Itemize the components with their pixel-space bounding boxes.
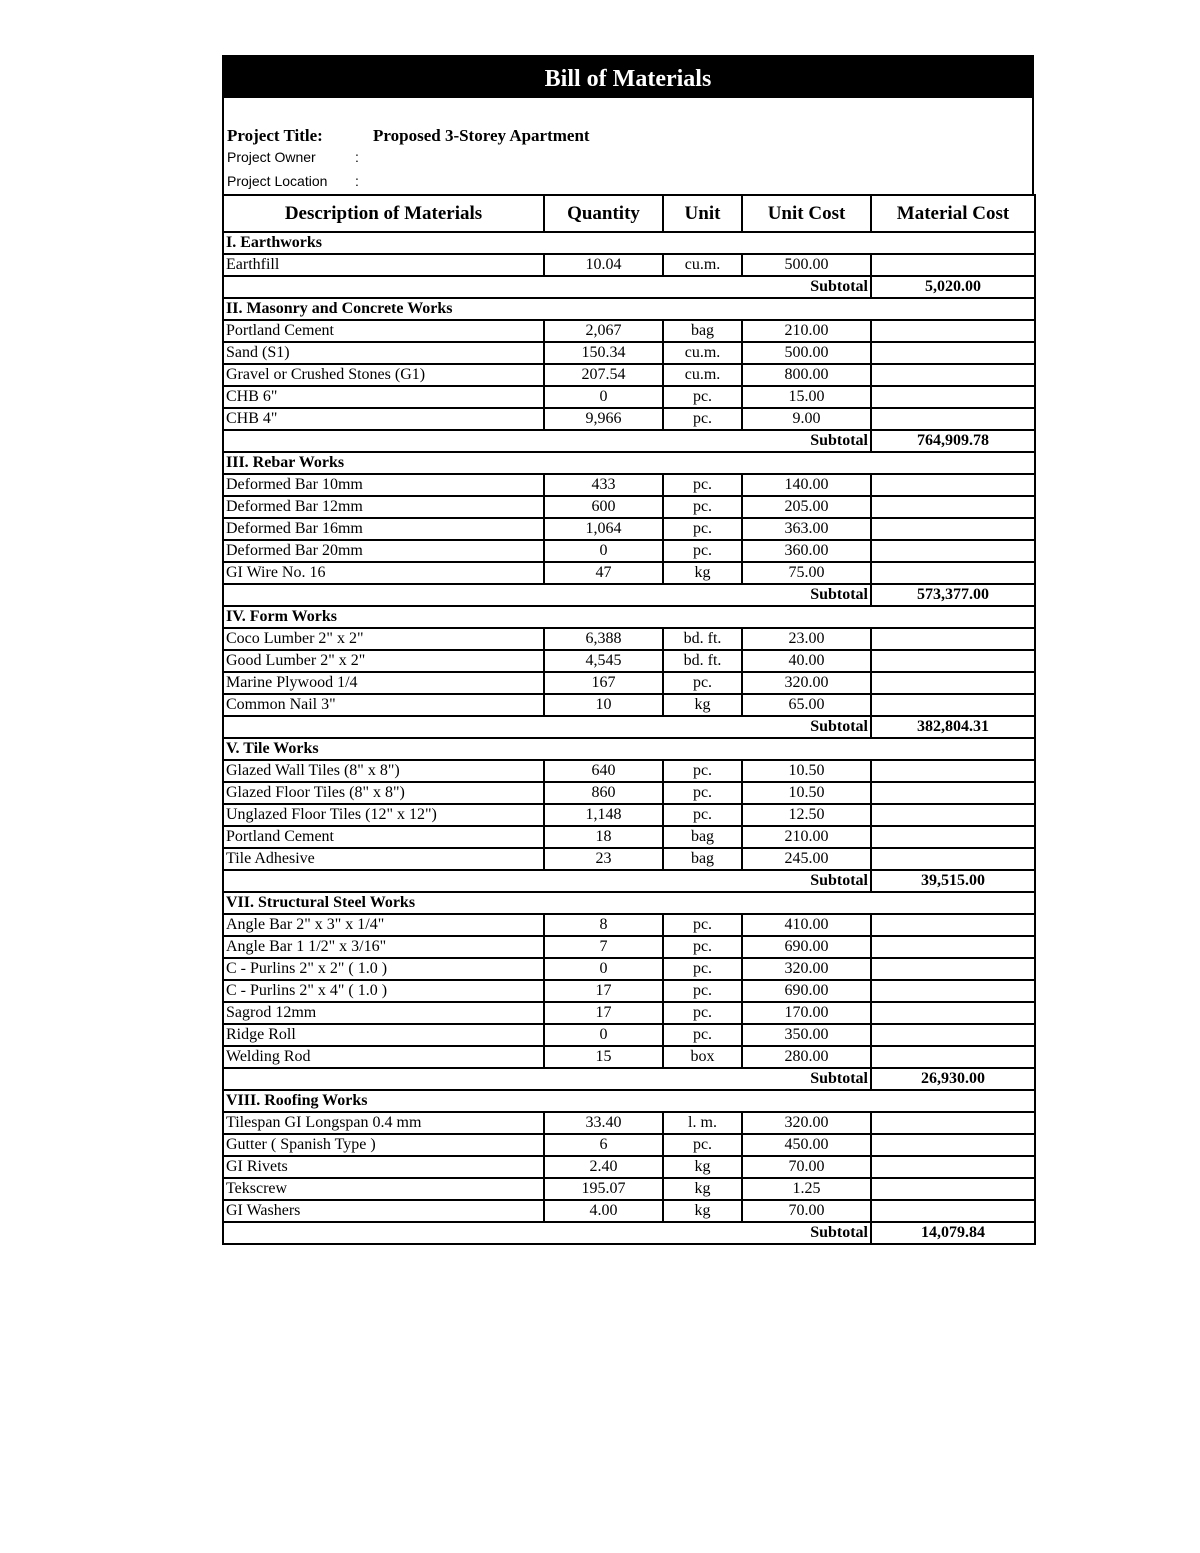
- item-material-cost: [871, 1112, 1035, 1134]
- item-quantity: 18: [544, 826, 663, 848]
- table-header-row: [223, 195, 1035, 232]
- item-unit: pc.: [663, 496, 742, 518]
- item-unit-cost: 205.00: [742, 496, 871, 518]
- item-quantity: 23: [544, 848, 663, 870]
- subtotal-label: Subtotal: [223, 870, 871, 892]
- item-material-cost: [871, 364, 1035, 386]
- table-row: [223, 386, 1035, 408]
- item-unit-cost: 500.00: [742, 254, 871, 276]
- item-material-cost: [871, 1002, 1035, 1024]
- item-unit-cost: 500.00: [742, 342, 871, 364]
- item-unit: bag: [663, 320, 742, 342]
- item-quantity: 8: [544, 914, 663, 936]
- item-quantity: 17: [544, 1002, 663, 1024]
- table-row: [223, 408, 1035, 430]
- item-quantity: 47: [544, 562, 663, 584]
- item-quantity: 600: [544, 496, 663, 518]
- item-unit-cost: 10.50: [742, 782, 871, 804]
- item-unit-cost: 210.00: [742, 320, 871, 342]
- item-description: Unglazed Floor Tiles (12" x 12"): [223, 804, 544, 826]
- item-unit-cost: 245.00: [742, 848, 871, 870]
- item-quantity: 1,064: [544, 518, 663, 540]
- item-quantity: 33.40: [544, 1112, 663, 1134]
- item-unit: pc.: [663, 936, 742, 958]
- item-description: CHB 4": [223, 408, 544, 430]
- project-owner-label: Project Owner: [227, 149, 316, 165]
- column-header-unit-cost: Unit Cost: [742, 195, 871, 232]
- item-unit: kg: [663, 1178, 742, 1200]
- item-description: GI Wire No. 16: [223, 562, 544, 584]
- item-unit-cost: 320.00: [742, 958, 871, 980]
- project-owner-value: :: [355, 149, 359, 165]
- item-material-cost: [871, 320, 1035, 342]
- item-material-cost: [871, 980, 1035, 1002]
- item-quantity: 6,388: [544, 628, 663, 650]
- item-quantity: 7: [544, 936, 663, 958]
- item-material-cost: [871, 936, 1035, 958]
- table-row: [223, 1046, 1035, 1068]
- materials-table-body: [223, 232, 1035, 1244]
- item-material-cost: [871, 628, 1035, 650]
- subtotal-value: 39,515.00: [871, 870, 1035, 892]
- table-row: [223, 848, 1035, 870]
- item-description: Glazed Wall Tiles (8" x 8"): [223, 760, 544, 782]
- item-material-cost: [871, 848, 1035, 870]
- item-quantity: 640: [544, 760, 663, 782]
- item-description: Ridge Roll: [223, 1024, 544, 1046]
- table-row: [223, 628, 1035, 650]
- section-title: V. Tile Works: [223, 738, 1035, 760]
- table-row: [223, 936, 1035, 958]
- item-description: GI Washers: [223, 1200, 544, 1222]
- table-row: [223, 1200, 1035, 1222]
- item-unit-cost: 65.00: [742, 694, 871, 716]
- item-unit: pc.: [663, 540, 742, 562]
- item-unit: box: [663, 1046, 742, 1068]
- item-quantity: 0: [544, 958, 663, 980]
- item-unit: pc.: [663, 958, 742, 980]
- item-material-cost: [871, 540, 1035, 562]
- item-quantity: 433: [544, 474, 663, 496]
- column-header-description: Description of Materials: [223, 195, 544, 232]
- item-quantity: 207.54: [544, 364, 663, 386]
- item-unit-cost: 170.00: [742, 1002, 871, 1024]
- item-material-cost: [871, 1046, 1035, 1068]
- item-unit: kg: [663, 1200, 742, 1222]
- item-material-cost: [871, 914, 1035, 936]
- subtotal-value: 764,909.78: [871, 430, 1035, 452]
- item-unit: kg: [663, 694, 742, 716]
- item-unit-cost: 690.00: [742, 936, 871, 958]
- item-description: Sagrod 12mm: [223, 1002, 544, 1024]
- subtotal-value: 382,804.31: [871, 716, 1035, 738]
- project-title-value: Proposed 3-Storey Apartment: [373, 126, 590, 145]
- column-header-material-cost: Material Cost: [871, 195, 1035, 232]
- item-unit: cu.m.: [663, 254, 742, 276]
- item-description: Deformed Bar 20mm: [223, 540, 544, 562]
- item-description: Good Lumber 2" x 2": [223, 650, 544, 672]
- section-header-row: [223, 298, 1035, 320]
- project-title-label: Project Title:: [227, 126, 323, 145]
- item-material-cost: [871, 782, 1035, 804]
- item-material-cost: [871, 1200, 1035, 1222]
- column-header-unit: Unit: [663, 195, 742, 232]
- item-quantity: 9,966: [544, 408, 663, 430]
- item-unit-cost: 690.00: [742, 980, 871, 1002]
- project-owner-line: [227, 149, 359, 165]
- item-unit-cost: 70.00: [742, 1200, 871, 1222]
- item-quantity: 150.34: [544, 342, 663, 364]
- item-unit-cost: 23.00: [742, 628, 871, 650]
- section-header-row: [223, 738, 1035, 760]
- item-description: Angle Bar 1 1/2" x 3/16": [223, 936, 544, 958]
- table-row: [223, 540, 1035, 562]
- item-material-cost: [871, 386, 1035, 408]
- item-quantity: 10.04: [544, 254, 663, 276]
- item-quantity: 15: [544, 1046, 663, 1068]
- item-quantity: 10: [544, 694, 663, 716]
- item-unit: bd. ft.: [663, 650, 742, 672]
- section-title: II. Masonry and Concrete Works: [223, 298, 1035, 320]
- item-material-cost: [871, 342, 1035, 364]
- table-row: [223, 254, 1035, 276]
- item-unit-cost: 320.00: [742, 1112, 871, 1134]
- item-unit: pc.: [663, 518, 742, 540]
- item-unit: pc.: [663, 1024, 742, 1046]
- item-unit: pc.: [663, 408, 742, 430]
- section-header-row: [223, 606, 1035, 628]
- table-row: [223, 1156, 1035, 1178]
- item-material-cost: [871, 1178, 1035, 1200]
- item-material-cost: [871, 1134, 1035, 1156]
- item-description: Gravel or Crushed Stones (G1): [223, 364, 544, 386]
- subtotal-row: [223, 716, 1035, 738]
- subtotal-value: 26,930.00: [871, 1068, 1035, 1090]
- item-quantity: 860: [544, 782, 663, 804]
- item-unit: l. m.: [663, 1112, 742, 1134]
- item-quantity: 2,067: [544, 320, 663, 342]
- table-row: [223, 496, 1035, 518]
- item-description: Portland Cement: [223, 826, 544, 848]
- item-unit-cost: 15.00: [742, 386, 871, 408]
- item-material-cost: [871, 1024, 1035, 1046]
- item-unit: pc.: [663, 1134, 742, 1156]
- table-row: [223, 672, 1035, 694]
- section-header-row: [223, 892, 1035, 914]
- item-unit: cu.m.: [663, 364, 742, 386]
- item-unit: bag: [663, 848, 742, 870]
- table-row: [223, 342, 1035, 364]
- item-unit-cost: 40.00: [742, 650, 871, 672]
- item-unit: bd. ft.: [663, 628, 742, 650]
- item-description: Angle Bar 2" x 3" x 1/4": [223, 914, 544, 936]
- table-row: [223, 826, 1035, 848]
- item-material-cost: [871, 1156, 1035, 1178]
- item-material-cost: [871, 254, 1035, 276]
- section-title: I. Earthworks: [223, 232, 1035, 254]
- item-unit: pc.: [663, 804, 742, 826]
- item-unit-cost: 75.00: [742, 562, 871, 584]
- item-material-cost: [871, 650, 1035, 672]
- item-unit: pc.: [663, 474, 742, 496]
- item-quantity: 0: [544, 1024, 663, 1046]
- table-row: [223, 694, 1035, 716]
- item-unit-cost: 12.50: [742, 804, 871, 826]
- table-row: [223, 760, 1035, 782]
- table-row: [223, 782, 1035, 804]
- item-description: C - Purlins 2" x 4" ( 1.0 ): [223, 980, 544, 1002]
- table-row: [223, 980, 1035, 1002]
- materials-table: [222, 194, 1036, 1245]
- section-title: VIII. Roofing Works: [223, 1090, 1035, 1112]
- item-quantity: 195.07: [544, 1178, 663, 1200]
- item-unit: pc.: [663, 980, 742, 1002]
- section-header-row: [223, 452, 1035, 474]
- item-unit-cost: 450.00: [742, 1134, 871, 1156]
- subtotal-row: [223, 584, 1035, 606]
- item-material-cost: [871, 408, 1035, 430]
- item-unit: pc.: [663, 1002, 742, 1024]
- item-description: Coco Lumber 2" x 2": [223, 628, 544, 650]
- item-quantity: 1,148: [544, 804, 663, 826]
- table-row: [223, 320, 1035, 342]
- subtotal-value: 573,377.00: [871, 584, 1035, 606]
- table-row: [223, 958, 1035, 980]
- item-description: Deformed Bar 12mm: [223, 496, 544, 518]
- item-unit-cost: 410.00: [742, 914, 871, 936]
- item-description: Gutter ( Spanish Type ): [223, 1134, 544, 1156]
- table-row: [223, 518, 1035, 540]
- subtotal-value: 14,079.84: [871, 1222, 1035, 1244]
- section-header-row: [223, 1090, 1035, 1112]
- subtotal-row: [223, 430, 1035, 452]
- item-unit-cost: 320.00: [742, 672, 871, 694]
- section-header-row: [223, 232, 1035, 254]
- item-material-cost: [871, 826, 1035, 848]
- item-unit-cost: 350.00: [742, 1024, 871, 1046]
- project-location-line: [227, 173, 359, 189]
- project-title-line: [227, 126, 590, 146]
- item-quantity: 6: [544, 1134, 663, 1156]
- item-description: Portland Cement: [223, 320, 544, 342]
- item-unit: bag: [663, 826, 742, 848]
- item-quantity: 4.00: [544, 1200, 663, 1222]
- item-unit-cost: 363.00: [742, 518, 871, 540]
- subtotal-row: [223, 276, 1035, 298]
- section-title: IV. Form Works: [223, 606, 1035, 628]
- item-description: Glazed Floor Tiles (8" x 8"): [223, 782, 544, 804]
- item-quantity: 2.40: [544, 1156, 663, 1178]
- item-material-cost: [871, 474, 1035, 496]
- section-title: III. Rebar Works: [223, 452, 1035, 474]
- item-quantity: 17: [544, 980, 663, 1002]
- item-unit-cost: 800.00: [742, 364, 871, 386]
- table-row: [223, 1024, 1035, 1046]
- item-quantity: 0: [544, 540, 663, 562]
- item-unit-cost: 360.00: [742, 540, 871, 562]
- item-unit: kg: [663, 1156, 742, 1178]
- table-row: [223, 364, 1035, 386]
- subtotal-label: Subtotal: [223, 430, 871, 452]
- bill-of-materials-sheet: [222, 55, 1034, 1245]
- item-material-cost: [871, 804, 1035, 826]
- table-row: [223, 1178, 1035, 1200]
- document-title: Bill of Materials: [222, 55, 1034, 98]
- item-unit: pc.: [663, 760, 742, 782]
- subtotal-row: [223, 1222, 1035, 1244]
- subtotal-label: Subtotal: [223, 1068, 871, 1090]
- section-title: VII. Structural Steel Works: [223, 892, 1035, 914]
- item-description: CHB 6": [223, 386, 544, 408]
- item-description: C - Purlins 2" x 2" ( 1.0 ): [223, 958, 544, 980]
- item-material-cost: [871, 518, 1035, 540]
- item-quantity: 167: [544, 672, 663, 694]
- item-unit: pc.: [663, 782, 742, 804]
- item-description: Marine Plywood 1/4: [223, 672, 544, 694]
- table-row: [223, 914, 1035, 936]
- subtotal-label: Subtotal: [223, 584, 871, 606]
- item-quantity: 0: [544, 386, 663, 408]
- item-unit: cu.m.: [663, 342, 742, 364]
- subtotal-label: Subtotal: [223, 716, 871, 738]
- item-description: Deformed Bar 16mm: [223, 518, 544, 540]
- column-header-quantity: Quantity: [544, 195, 663, 232]
- item-description: Tile Adhesive: [223, 848, 544, 870]
- item-unit-cost: 280.00: [742, 1046, 871, 1068]
- table-row: [223, 1002, 1035, 1024]
- item-unit: pc.: [663, 386, 742, 408]
- table-row: [223, 1112, 1035, 1134]
- table-row: [223, 474, 1035, 496]
- item-description: GI Rivets: [223, 1156, 544, 1178]
- table-row: [223, 562, 1035, 584]
- item-material-cost: [871, 496, 1035, 518]
- item-material-cost: [871, 562, 1035, 584]
- subtotal-label: Subtotal: [223, 1222, 871, 1244]
- item-material-cost: [871, 694, 1035, 716]
- subtotal-row: [223, 870, 1035, 892]
- project-location-label: Project Location: [227, 173, 328, 189]
- table-row: [223, 804, 1035, 826]
- item-unit-cost: 70.00: [742, 1156, 871, 1178]
- item-description: Earthfill: [223, 254, 544, 276]
- table-row: [223, 650, 1035, 672]
- table-row: [223, 1134, 1035, 1156]
- item-description: Deformed Bar 10mm: [223, 474, 544, 496]
- item-unit-cost: 140.00: [742, 474, 871, 496]
- subtotal-label: Subtotal: [223, 276, 871, 298]
- item-material-cost: [871, 760, 1035, 782]
- item-material-cost: [871, 958, 1035, 980]
- subtotal-value: 5,020.00: [871, 276, 1035, 298]
- item-quantity: 4,545: [544, 650, 663, 672]
- item-unit: pc.: [663, 672, 742, 694]
- item-description: Welding Rod: [223, 1046, 544, 1068]
- item-unit-cost: 210.00: [742, 826, 871, 848]
- item-description: Tilespan GI Longspan 0.4 mm: [223, 1112, 544, 1134]
- item-unit: kg: [663, 562, 742, 584]
- subtotal-row: [223, 1068, 1035, 1090]
- item-unit-cost: 1.25: [742, 1178, 871, 1200]
- project-location-value: :: [355, 173, 359, 189]
- item-description: Tekscrew: [223, 1178, 544, 1200]
- project-info: [222, 98, 1034, 194]
- item-material-cost: [871, 672, 1035, 694]
- item-description: Common Nail 3": [223, 694, 544, 716]
- item-unit: pc.: [663, 914, 742, 936]
- item-unit-cost: 10.50: [742, 760, 871, 782]
- item-description: Sand (S1): [223, 342, 544, 364]
- item-unit-cost: 9.00: [742, 408, 871, 430]
